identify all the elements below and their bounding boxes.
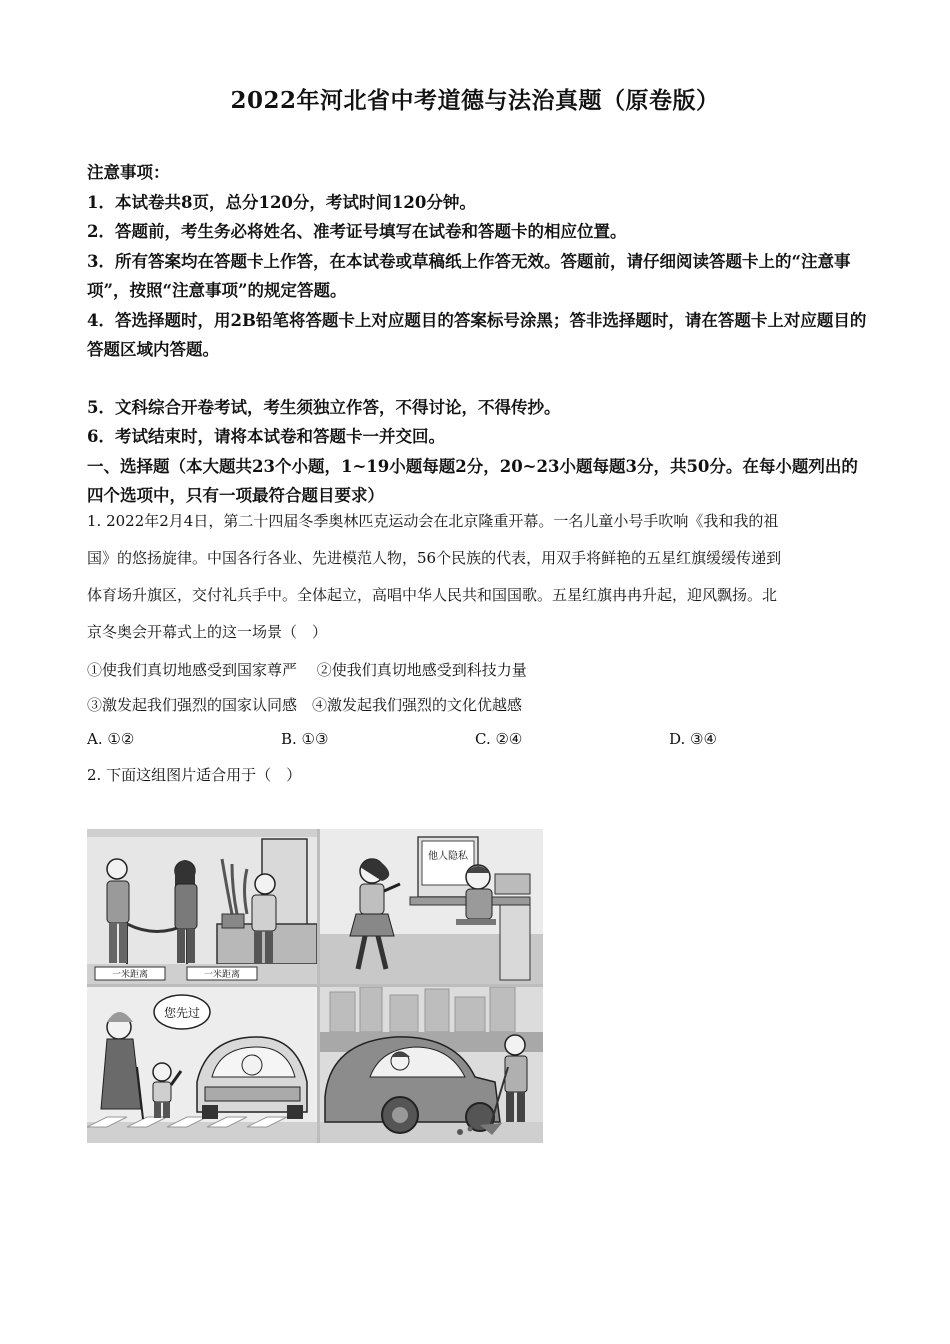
question-1-options <box>87 730 867 760</box>
question-2 <box>87 757 867 794</box>
question-1-statements <box>87 653 867 723</box>
option-c[interactable]: C. ②④ <box>475 730 523 748</box>
notice-item: 2．答题前，考生务必将姓名、准考证号填写在试卷和答题卡的相应位置。 <box>87 222 627 241</box>
option-b[interactable]: B. ①③ <box>281 730 329 748</box>
panel-litter <box>320 987 543 1143</box>
panel-privacy <box>320 829 543 984</box>
queue-line-label-right: 一米距离 <box>203 970 241 980</box>
notice-section <box>87 158 867 511</box>
option-d[interactable]: D. ③④ <box>669 730 717 748</box>
section-heading: 一、选择题（本大题共23个小题，1~19小题每题2分，20~23小题每题3分，共50分。在每小题列出的四个选项中，只有一项最符合题目要求） <box>87 456 858 505</box>
panel-queue <box>87 829 317 984</box>
question-1-stem-line: 体育场升旗区，交付礼兵手中。全体起立，高唱中华人民共和国国歌。五星红旗冉冉升起，迎风飘扬。北 <box>87 586 778 604</box>
question-2-stem: 2. 下面这组图片适合用于（ ） <box>87 766 302 784</box>
notice-item: 1．本试卷共8页，总分120分，考试时间120分钟。 <box>87 192 476 212</box>
queue-line-label-left: 一米距离 <box>111 970 149 980</box>
panel-crosswalk <box>87 987 317 1143</box>
question-1-stem-line: 国》的悠扬旋律。中国各行各业、先进模范人物，56个民族的代表，用双手将鲜艳的五星红旗缓缓传递到 <box>87 549 782 567</box>
question-1 <box>87 503 867 651</box>
statement-line: ①使我们真切地感受到国家尊严 ②使我们真切地感受到科技力量 <box>87 661 527 679</box>
statement-line: ③激发起我们强烈的国家认同感 ④激发起我们强烈的文化优越感 <box>87 696 523 714</box>
question-1-stem-line: 1. 2022年2月4日，第二十四届冬季奥林匹克运动会在北京隆重开幕。一名儿童小号手吹响《我和我的祖 <box>87 512 779 530</box>
illustration-grid <box>87 829 543 1143</box>
question-1-stem-line: 京冬奥会开幕式上的这一场景（ ） <box>87 623 328 641</box>
screen-sign-label: 他人隐私 <box>428 851 468 862</box>
speech-bubble-text: 您先过 <box>163 1006 201 1020</box>
page-title: 2022年河北省中考道德与法治真题（原卷版） <box>230 87 720 114</box>
notice-item: 4．答选择题时，用2B铅笔将答题卡上对应题目的答案标号涂黑；答非选择题时，请在答题卡上对应题目的答题区域内答题。 <box>87 310 867 359</box>
notice-heading: 注意事项： <box>87 163 170 182</box>
spacer <box>87 365 867 393</box>
notice-item: 3．所有答案均在答题卡上作答，在本试卷或草稿纸上作答无效。答题前，请仔细阅读答题卡上的“注意事项”，按照“注意事项”的规定答题。 <box>87 251 851 300</box>
notice-item: 6．考试结束时，请将本试卷和答题卡一并交回。 <box>87 427 445 446</box>
option-a[interactable]: A. ①② <box>87 730 135 748</box>
notice-item: 5．文科综合开卷考试，考生须独立作答，不得讨论，不得传抄。 <box>87 397 561 417</box>
